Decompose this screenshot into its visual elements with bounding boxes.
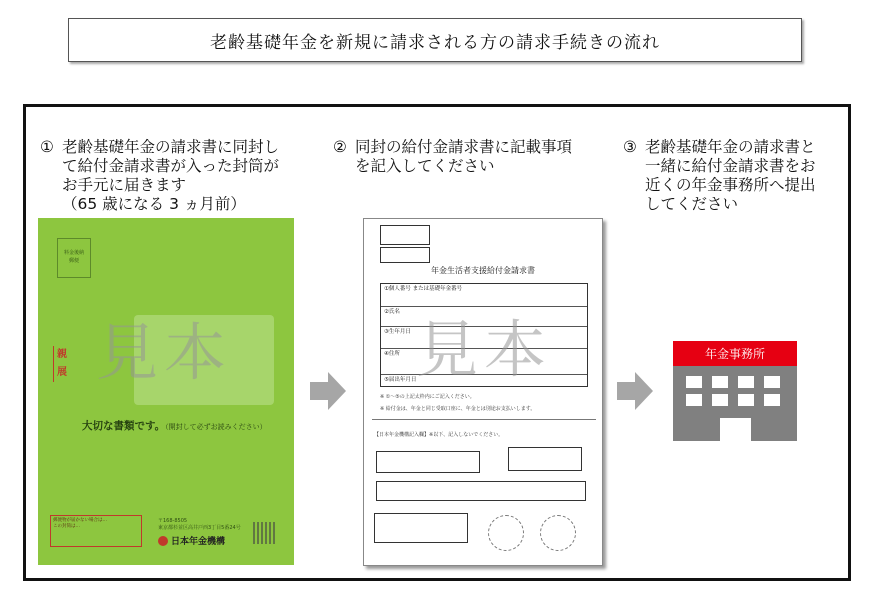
form-title: 年金生活者支援給付金請求書 (431, 266, 535, 275)
postage-stamp-box: 料金後納 郵便 (57, 238, 91, 278)
form-sample-watermark: 見本 (416, 313, 553, 386)
building-window (764, 376, 780, 388)
arrow-right-icon (617, 372, 653, 410)
step-2-line-1: 同封の給付金請求書に記載事項 (355, 138, 573, 156)
arrow-shape (310, 372, 346, 410)
form-code-box-2 (380, 247, 430, 263)
pension-agency-logo (158, 534, 225, 547)
step-3-line-3: 近くの年金事務所へ提出 (645, 176, 816, 194)
form-divider (372, 419, 596, 420)
form-office-box-2 (508, 447, 582, 471)
step-1-number: ① (40, 138, 54, 156)
form-code-box-1 (380, 225, 430, 245)
form-row-3: ③生年月日 (381, 326, 587, 348)
building-window (738, 394, 754, 406)
qr-code-icon (253, 522, 275, 544)
building-window (712, 376, 728, 388)
step-3-number: ③ (623, 138, 637, 156)
arrow-shape (617, 372, 653, 410)
step-1-line-2: て給付金請求書が入った封筒が (62, 157, 280, 175)
form-row-1: ①個人番号 または基礎年金番号 (384, 286, 463, 292)
pension-logo-icon (158, 536, 168, 546)
sample-claim-form (363, 218, 603, 566)
logo-text: 日本年金機構 (171, 537, 226, 547)
envelope-warning-box: 郵便物が届かない場合は… この封筒は… (50, 515, 142, 547)
arrow-right-icon (310, 372, 346, 410)
confidential-label: 親展 (53, 346, 70, 382)
form-note-2: ※ 給付金は、年金と同じ受取口座に、年金とは別途お支払いします。 (380, 406, 536, 412)
page-title-text: 老齢基礎年金を新規に請求される方の請求手続きの流れ (210, 32, 660, 53)
building-door (720, 418, 751, 441)
form-section-2-label: 【日本年金機構記入欄】※以下、記入しないでください。 (374, 432, 504, 438)
sample-envelope (38, 218, 294, 565)
important-document-text (82, 418, 267, 433)
step-3-line-4: してください (645, 195, 739, 213)
form-note-1: ※ ①〜⑤の上記太枠内にご記入ください。 (380, 394, 475, 400)
step-2-line-2: を記入してください (355, 157, 495, 175)
building-window (764, 394, 780, 406)
form-row-5: ⑤届出年月日 (381, 374, 587, 386)
important-label: 大切な書類です。 (82, 420, 166, 432)
form-row-2: ②氏名 (381, 306, 587, 326)
pension-office-sign (673, 341, 797, 366)
building-window (686, 394, 702, 406)
form-office-box-3 (376, 481, 586, 501)
step-1-text (40, 138, 279, 214)
page-title (68, 18, 802, 62)
step-1-line-4: （65 歳になる 3 ヵ月前） (62, 195, 246, 213)
step-3-line-2: 一緒に給付金請求書をお (645, 157, 816, 175)
step-3-text (623, 138, 816, 214)
form-row-4: ④住所 (381, 348, 587, 374)
envelope-sample-watermark: 見本 (96, 316, 233, 389)
step-2-text (333, 138, 572, 176)
receipt-stamp-circle-1 (488, 515, 524, 551)
form-office-box-4 (374, 513, 468, 543)
pension-office-sign-text: 年金事務所 (704, 347, 765, 361)
step-1-line-3: お手元に届きます (62, 176, 187, 194)
building-window (712, 394, 728, 406)
form-office-box-1 (376, 451, 480, 473)
receipt-stamp-circle-2 (540, 515, 576, 551)
envelope-address: 〒168-8505 東京都杉並区高井戸西3丁目5番24号 (158, 518, 241, 531)
step-3-line-1: 老齢基礎年金の請求書と (645, 138, 816, 156)
building-window (738, 376, 754, 388)
step-1-line-1: 老齢基礎年金の請求書に同封し (62, 138, 280, 156)
step-2-number: ② (333, 138, 347, 156)
important-note: （開封して必ずお読みください） (165, 423, 267, 431)
building-window (686, 376, 702, 388)
